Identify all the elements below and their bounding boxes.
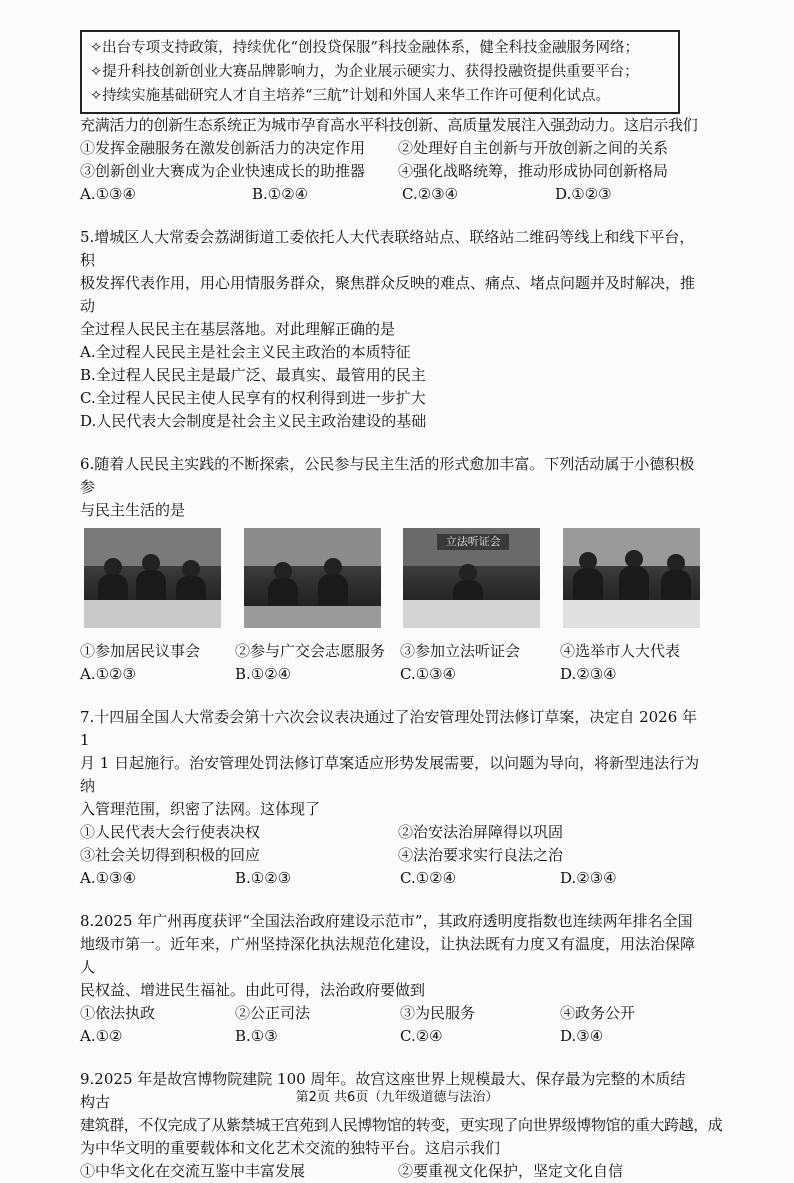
question-7	[80, 706, 700, 890]
q5-stem-line: 5.增城区人大常委会荔湖街道工委依托人大代表联络站点、联络站二维码等线上和线下平台，积	[80, 228, 695, 269]
q6-choice-b: B.①②④	[235, 665, 292, 683]
q6-stem-line: 与民主生活的是	[80, 501, 186, 519]
q7-choice-b: B.①②③	[235, 869, 292, 887]
q6-choice-c: C.①③④	[400, 665, 457, 683]
q7-choice-c: C.①②④	[400, 869, 457, 887]
q5-option-d: D.人民代表大会制度是社会主义民主政治建设的基础	[80, 412, 427, 430]
photo-residents-meeting	[84, 528, 221, 628]
q8-stem-line: 8.2025 年广州再度获评“全国法治政府建设示范市”，其政府透明度指数也连续两年排名全国	[80, 912, 693, 930]
q6-caption-4: ④选举市人大代表	[560, 642, 681, 660]
q6-choice-a: A.①②③	[80, 665, 136, 683]
exam-page	[80, 30, 723, 1183]
q5-stem-line: 全过程人民民主在基层落地。对此理解正确的是	[80, 320, 396, 338]
q7-stem-line: 月 1 日起施行。治安管理处罚法修订草案适应形势发展需要，以问题为导向，将新型违法行为纳	[80, 754, 700, 795]
q5-option-a: A.全过程人民民主是社会主义民主政治的本质特征	[80, 343, 411, 361]
q4-item-4: ④强化战略统筹，推动形成协同创新格局	[398, 162, 669, 180]
q6-caption-2: ②参与广交会志愿服务	[235, 642, 386, 660]
q4-choice-b: B.①②④	[252, 185, 309, 203]
q4-choice-d: D.①②③	[555, 185, 612, 203]
policy-line: ✧持续实施基础研究人才自主培养“三航”计划和外国人来华工作许可便利化试点。	[90, 88, 610, 104]
policy-line: ✧出台专项支持政策，持续优化“创投贷保服”科技金融体系，健全科技金融服务网络；	[90, 40, 639, 56]
q4-choice-c: C.②③④	[402, 185, 459, 203]
q7-choice-a: A.①③④	[80, 869, 136, 887]
hearing-banner: 立法听证会	[437, 534, 509, 550]
photo-volunteer-service	[244, 528, 381, 628]
q4-stem: 充满活力的创新生态系统正为城市孕育高水平科技创新、高质量发展注入强劲动力。这启示我们	[80, 116, 698, 134]
policy-line: ✧提升科技创新创业大赛品牌影响力，为企业展示硬实力、获得投融资提供重要平台；	[90, 64, 639, 80]
q6-photos	[84, 528, 700, 628]
q9-item-2: ②要重视文化保护，坚定文化自信	[398, 1162, 624, 1180]
q6-stem-line: 6.随着人民民主实践的不断探索，公民参与民主生活的形式愈加丰富。下列活动属于小德积极参	[80, 455, 695, 496]
policy-box	[80, 30, 680, 114]
q7-stem-line: 7.十四届全国人大常委会第十六次会议表决通过了治安管理处罚法修订草案，决定自 2026 年 1	[80, 708, 698, 749]
question-4	[80, 114, 700, 206]
q4-item-1: ①发挥金融服务在激发创新活力的决定作用	[80, 139, 366, 157]
q5-option-c: C.全过程人民民主使人民享有的权利得到进一步扩大	[80, 389, 426, 407]
q8-item-1: ①依法执政	[80, 1004, 156, 1022]
q4-item-3: ③创新创业大赛成为企业快速成长的助推器	[80, 162, 366, 180]
q5-option-b: B.全过程人民民主是最广泛、最真实、最管用的民主	[80, 366, 426, 384]
q6-choice-d: D.②③④	[560, 665, 617, 683]
q8-choice-b: B.①③	[235, 1027, 278, 1045]
page-footer: 第2页 共6页（九年级道德与法治）	[295, 1090, 499, 1105]
q8-item-3: ③为民服务	[400, 1004, 476, 1022]
q9-stem-line: 建筑群，不仅完成了从紫禁城王宫苑到人民博物馆的转变，更实现了向世界级博物馆的重大跨越，成	[80, 1116, 723, 1134]
q8-choice-c: C.②④	[400, 1027, 443, 1045]
q8-choice-a: A.①②	[80, 1027, 123, 1045]
photo-legislative-hearing	[403, 528, 540, 628]
q5-stem-line: 极发挥代表作用，用心用情服务群众，聚焦群众反映的难点、痛点、堵点问题并及时解决，推动	[80, 274, 696, 315]
q7-item-3: ③社会关切得到积极的回应	[80, 846, 261, 864]
q6-caption-1: ①参加居民议事会	[80, 642, 201, 660]
q7-item-2: ②治安法治屏障得以巩固	[398, 823, 564, 841]
q7-choice-d: D.②③④	[560, 869, 617, 887]
q4-choice-a: A.①③④	[80, 185, 136, 203]
q8-item-4: ④政务公开	[560, 1004, 636, 1022]
q8-choice-d: D.③④	[560, 1027, 604, 1045]
q9-stem-line: 9.2025 年是故宫博物院建院 100 周年。故宫这座世界上规模最大、保存最为完整的木质结构古	[80, 1070, 686, 1111]
q8-item-2: ②公正司法	[235, 1004, 311, 1022]
q9-stem-line: 为中华文明的重要载体和文化艺术交流的独特平台。这启示我们	[80, 1139, 501, 1157]
question-8	[80, 910, 700, 1048]
question-6	[80, 453, 700, 686]
photo-voting	[563, 528, 700, 628]
q7-stem-line: 入管理范围，织密了法网。这体现了	[80, 800, 321, 818]
q6-caption-3: ③参加立法听证会	[400, 642, 521, 660]
q9-item-1: ①中华文化在交流互鉴中丰富发展	[80, 1162, 306, 1180]
q8-stem-line: 地级市第一。近年来，广州坚持深化执法规范化建设，让执法既有力度又有温度，用法治保障人	[80, 935, 696, 976]
q7-item-4: ④法治要求实行良法之治	[398, 846, 564, 864]
q8-stem-line: 民权益、增进民生福祉。由此可得，法治政府要做到	[80, 981, 426, 999]
q4-item-2: ②处理好自主创新与开放创新之间的关系	[398, 139, 669, 157]
question-5	[80, 226, 700, 433]
q7-item-1: ①人民代表大会行使表决权	[80, 823, 261, 841]
